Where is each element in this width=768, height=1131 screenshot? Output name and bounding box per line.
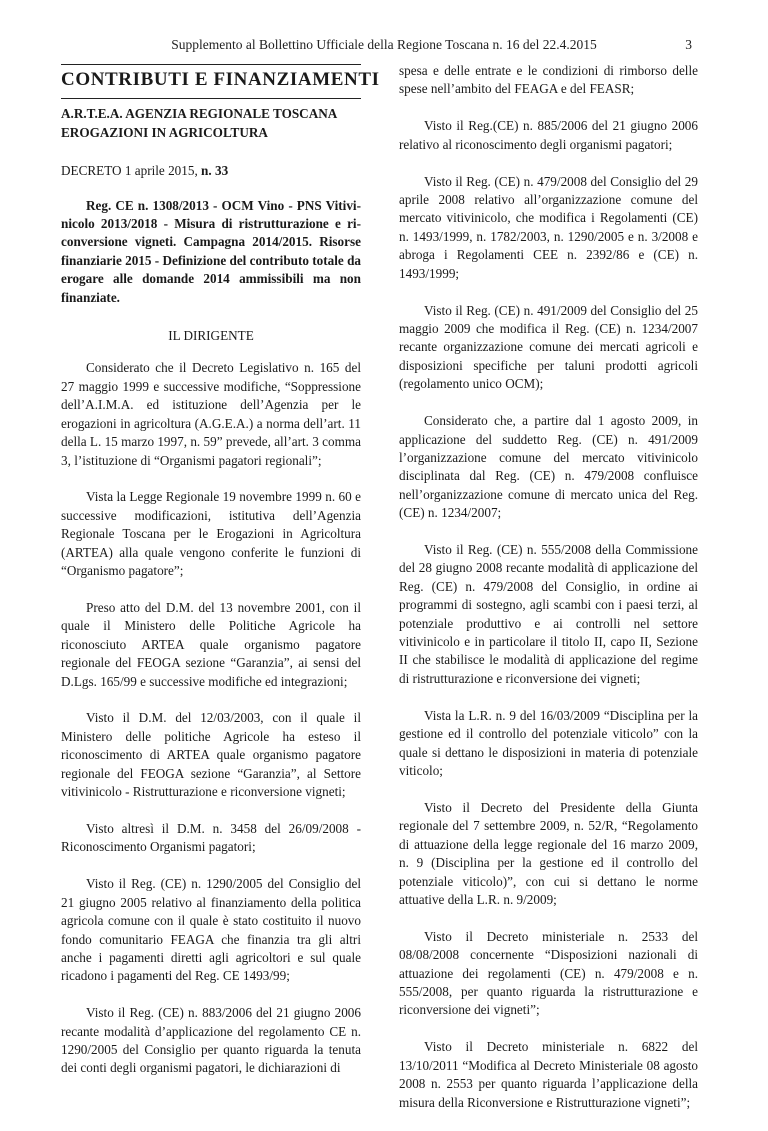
paragraph: Visto altresì il D.M. n. 3458 del 26/09/2008 - Riconoscimento Organismi pagatori; xyxy=(61,821,361,855)
agency-line-2: EROGAZIONI IN AGRICOLTURA xyxy=(61,124,268,140)
agency-heading xyxy=(61,105,361,142)
page-number: 3 xyxy=(685,37,692,52)
paragraph: Visto il Reg. (CE) n. 491/2009 del Consiglio del 25 maggio 2009 che modifica il Reg. (CE) n. 1234/2007 recante organizzazione comune dei mercati agricoli e disposizioni specifiche per taluni prodotti agricoli (regolamento unico OCM); xyxy=(399,302,698,392)
decree-date: DECRETO 1 aprile 2015, xyxy=(61,163,202,179)
paragraph: Visto il Decreto ministeriale n. 6822 del 13/10/2011 “Modifica al Decreto Ministeriale 08 agosto 2008 n. 2553 per quanto riguarda l’applicazione della misura della Riconversione e Ristrutturazione vigneti”; xyxy=(399,1039,698,1110)
paragraph: Considerato che il Decreto Legislativo n. 165 del 27 maggio 1999 e successive modifiche, “Soppressione dell’A.I.M.A. ed istituzione dell’Agenzia per le erogazioni in agricoltura (A.G.E.A.) a norma dell’art. 11 della L. 15 marzo 1997, n. 59” prevede, all’art. 3 comma 3, l’istituzione di “Organismi pagatori regionali”; xyxy=(61,360,361,468)
paragraph: Visto il Reg. (CE) n. 883/2006 del 21 giugno 2006 recante modalità d’applicazione del regolamento CE n. 1290/2005 del Consiglio per quanto riguarda la tenuta dei conti degli organismi pagatori, le dichiarazioni di xyxy=(61,1005,361,1076)
paragraph: Vista la L.R. n. 9 del 16/03/2009 “Disciplina per la gestione ed il controllo del potenziale viticolo” con la quale si dettano le disposizioni in materia di potenziale viticolo; xyxy=(399,707,698,778)
decree-number: n. 33 xyxy=(201,163,229,179)
paragraph: Visto il Reg. (CE) n. 555/2008 della Commissione del 28 giugno 2008 recante modalità di applicazione del Reg. (CE) n. 479/2008 del Consiglio, in ordine ai programmi di sostegno, agli scambi con i paesi terzi, al potenziale produttivo e ai controlli nel settore vitivinicolo e in particolare il titolo II, capo II, Sezione II che stabilisce le modalità di applicazione del regime di ristrutturazione e riconversione dei vigneti; xyxy=(399,542,698,686)
paragraph: Preso atto del D.M. del 13 novembre 2001, con il quale il Ministero delle Politiche Agricole ha riconosciuto ARTEA quale organismo pagatore regionale del FEOGA sezione “Garanzia”, ai sensi del D.Lgs. 165/99 e successive modifiche ed integrazioni; xyxy=(61,599,361,689)
authority-heading: IL DIRIGENTE xyxy=(168,328,254,344)
decree-line xyxy=(61,162,361,180)
left-column xyxy=(61,62,380,1096)
paragraph: Visto il Reg. (CE) n. 479/2008 del Consiglio del 29 aprile 2008 relativo all’organizzazione comune del mercato vitivinicolo, che modifica i Regolamenti (CE) n. 1493/1999, n. 1782/2003, n. 1290/2005 e n. 3/2008 e abroga i Regolamenti CEE n. 2392/86 e (CE) n. 1493/1999; xyxy=(399,173,698,281)
paragraph: Visto il D.M. del 12/03/2003, con il quale il Ministero delle politiche Agricole ha esteso il riconoscimento di ARTEA quale organismo pagatore regionale del FEOGA sezione “Garanzia”, al Settore vitivinicolo - Ristrutturazione e riconversione vigneti; xyxy=(61,710,361,800)
paragraph: Visto il Reg. (CE) n. 1290/2005 del Consiglio del 21 giugno 2005 relativo al finanziamento della politica agricola comune con il quale è stato costituito il nuovo fondo comunitario FEAGA che finanzia tra gli altri anche i pagamenti diretti agli agricoltori e sul quale ricadono i pagamenti del Reg. CE 1493/99; xyxy=(61,876,361,984)
paragraph: Visto il Decreto del Presidente della Giunta regionale del 7 settembre 2009, n. 52/R, “Regolamento di attuazione della legge regionale del 16 marzo 2009, n. 9 (Disciplina per la gestione ed il controllo del potenziale viticolo)”, con cui si dettano le norme attuative della L.R. n. 9/2009; xyxy=(399,799,698,907)
agency-line-1: A.R.T.E.A. AGENZIA REGIONALE TOSCANA xyxy=(61,106,338,122)
paragraph: Considerato che, a partire dal 1 agosto 2009, in applicazione del suddetto Reg. (CE) n. 491/2009 l’organizzazione comune del mercato vitivinicolo disciplinata dal Reg. (CE) n. 479/2008 confluisce nell’organizzazione comune di mercato unica del Reg. (CE) n. 1234/2007; xyxy=(399,413,698,521)
paragraph: Vista la Legge Regionale 19 novembre 1999 n. 60 e successive modificazioni, istitutiva dell’Agenzia Regionale Toscana per le Erogazioni in Agricoltura (ARTEA) alla quale vengono conferite le funzioni di “Organismo pagatore”; xyxy=(61,489,361,579)
decree-subject: Reg. CE n. 1308/2013 - OCM Vino - PNS Vitivinicolo 2013/2018 - Misura di ristrutturazione e riconversione vigneti. Campagna 2014/2015. Risorse finanziarie 2015 - Definizione del contributo totale da erogare alle domande 2014 ammissibili ma non finanziate. xyxy=(61,197,361,305)
running-head: Supplemento al Bollettino Ufficiale della Regione Toscana n. 16 del 22.4.2015 xyxy=(171,37,597,52)
paragraph: Visto il Reg.(CE) n. 885/2006 del 21 giugno 2006 relativo al riconoscimento degli organismi pagatori; xyxy=(399,118,698,152)
right-column xyxy=(399,62,698,1131)
section-title: CONTRIBUTI E FINANZIAMENTI xyxy=(61,69,380,90)
paragraph-continuation: spesa e delle entrate e le condizioni di rimborso delle spese nell’ambito del FEAGA e del FEASR; xyxy=(399,63,698,97)
paragraph: Visto il Decreto ministeriale n. 2533 del 08/08/2008 concernente “Disposizioni nazionali di attuazione dei regolamenti (CE) n. 479/2008 e n. 555/2008, per quanto riguarda la ristrutturazione e riconversione dei vigneti”; xyxy=(399,928,698,1018)
